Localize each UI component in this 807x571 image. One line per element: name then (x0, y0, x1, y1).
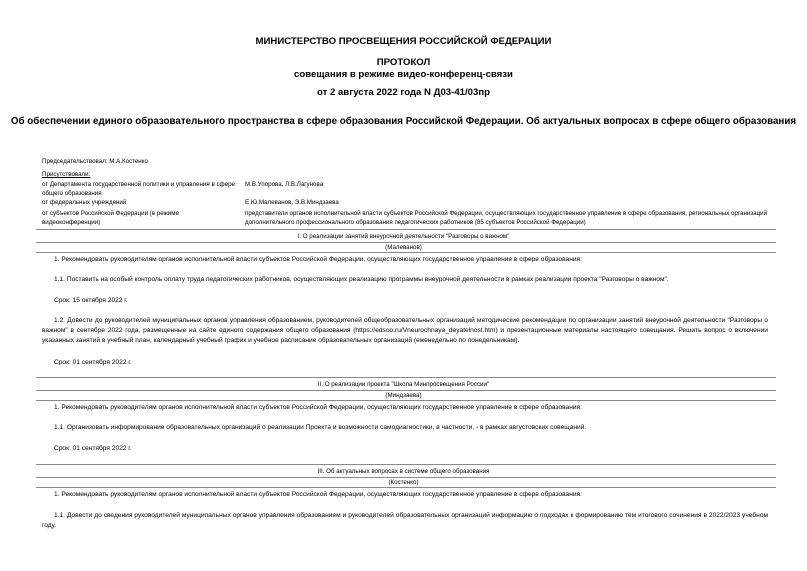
section-divider (36, 487, 776, 488)
item-text: 1.1. Довести до сведения руководителей муниципальных органов управления образованием и руководителей образовательных организаций информацию о подходах к формированию тем итогового сочинения в 2022/2023 учебном году. (42, 512, 768, 529)
section-title: I. О реализации занятий внеурочной деятельности "Разговоры о важном" (297, 233, 510, 240)
deadline-text: Срок: 01 сентября 2022 г. (54, 445, 132, 452)
participant-label: от субъектов Российской Федерации (в режиме видеоконференции) (42, 210, 179, 226)
protocol-heading: ПРОТОКОЛ (376, 57, 431, 68)
recommendation-text: 1. Рекомендовать руководителям органов исполнительной власти субъектов Российской Федерации, осуществляющих государственное управление в сфере образования: (54, 256, 582, 263)
recommendation-text: 1. Рекомендовать руководителям органов исполнительной власти субъектов Российской Федерации, осуществляющих государственное управление в сфере образования: (54, 491, 582, 498)
present-label: Присутствовали: (42, 171, 91, 178)
participant-label: от федеральных учреждений (42, 199, 127, 206)
participant-value: Е.Ю.Малеванов, Э.В.Миндзаева (245, 199, 339, 206)
chairman-line: Председательствовал: М.А.Костенко (42, 158, 148, 165)
section-divider (36, 464, 776, 465)
section-title: III. Об актуальных вопросах в системе общего образования (317, 468, 490, 475)
section-divider (36, 229, 776, 230)
section-divider (36, 377, 776, 378)
protocol-date-number: от 2 августа 2022 года N Д03-41/03пр (316, 87, 490, 98)
participant-label: от Департамента государственной политики и управления в сфере общего образования (42, 181, 235, 197)
ministry-title: МИНИСТЕРСТВО ПРОСВЕЩЕНИЯ РОССИЙСКОЙ ФЕДЕРАЦИИ (255, 36, 552, 47)
section-speaker: (Костенко) (388, 479, 419, 486)
item-text: 1.2. Довести до руководителей муниципальных органов управления образованием, руководителей общеобразовательных организаций методические рекомендации по организации занятий внеурочной деятельности "Разговоры о важном" в сентябре 2022 года, размещенные на сайте единого содержания общего образования (https://edsoo.ru/Vneurochnaya_deyatelnost.htm) и презентационные материалы настоящего совещания. Решить вопрос о включении указанных занятий в учебный план, календарный учебный график и учебное расписание образовательных организаций (еженедельно по понедельникам). (42, 317, 768, 344)
section-speaker: (Миндзаева) (385, 392, 422, 399)
meeting-type: совещания в режиме видео-конференц-связи (294, 69, 513, 80)
section-divider (36, 252, 776, 253)
recommendation-text: 1. Рекомендовать руководителям органов исполнительной власти субъектов Российской Федерации, осуществляющих государственное управление в сфере образования: (54, 404, 582, 411)
document-subject: Об обеспечении единого образовательного пространства в сфере образования Российской Федерации. Об актуальных вопросах в сфере общего образования (10, 116, 797, 127)
participant-value: М.В.Упорова, Л.В.Лагунова (245, 181, 324, 188)
item-text: 1.1. Организовать информирование образовательных организаций о реализации Проекта и возможности самодиагностики, в частности, - в рамках августовских совещаний. (54, 424, 587, 431)
section-divider (36, 400, 776, 401)
participant-value: представители органов исполнительной власти субъектов Российской Федерации, осуществляющих государственное управление в сфере образования, региональных организаций дополнительного профессионального образования педагогических работников (85 субъектов Российской Федерации) (245, 210, 768, 226)
item-text: 1.1. Поставить на особый контроль оплату труда педагогических работников, осуществляющих реализацию программы внеурочной деятельности в рамках реализации проекта "Разговоры о важном". (54, 276, 669, 283)
section-title: II. О реализации проекта "Школа Минпросвещения России" (317, 381, 490, 388)
deadline-text: Срок: 15 октября 2022 г. (54, 297, 128, 304)
deadline-text: Срок: 01 сентября 2022 г. (54, 359, 132, 366)
section-speaker: (Малеванов) (385, 244, 422, 251)
